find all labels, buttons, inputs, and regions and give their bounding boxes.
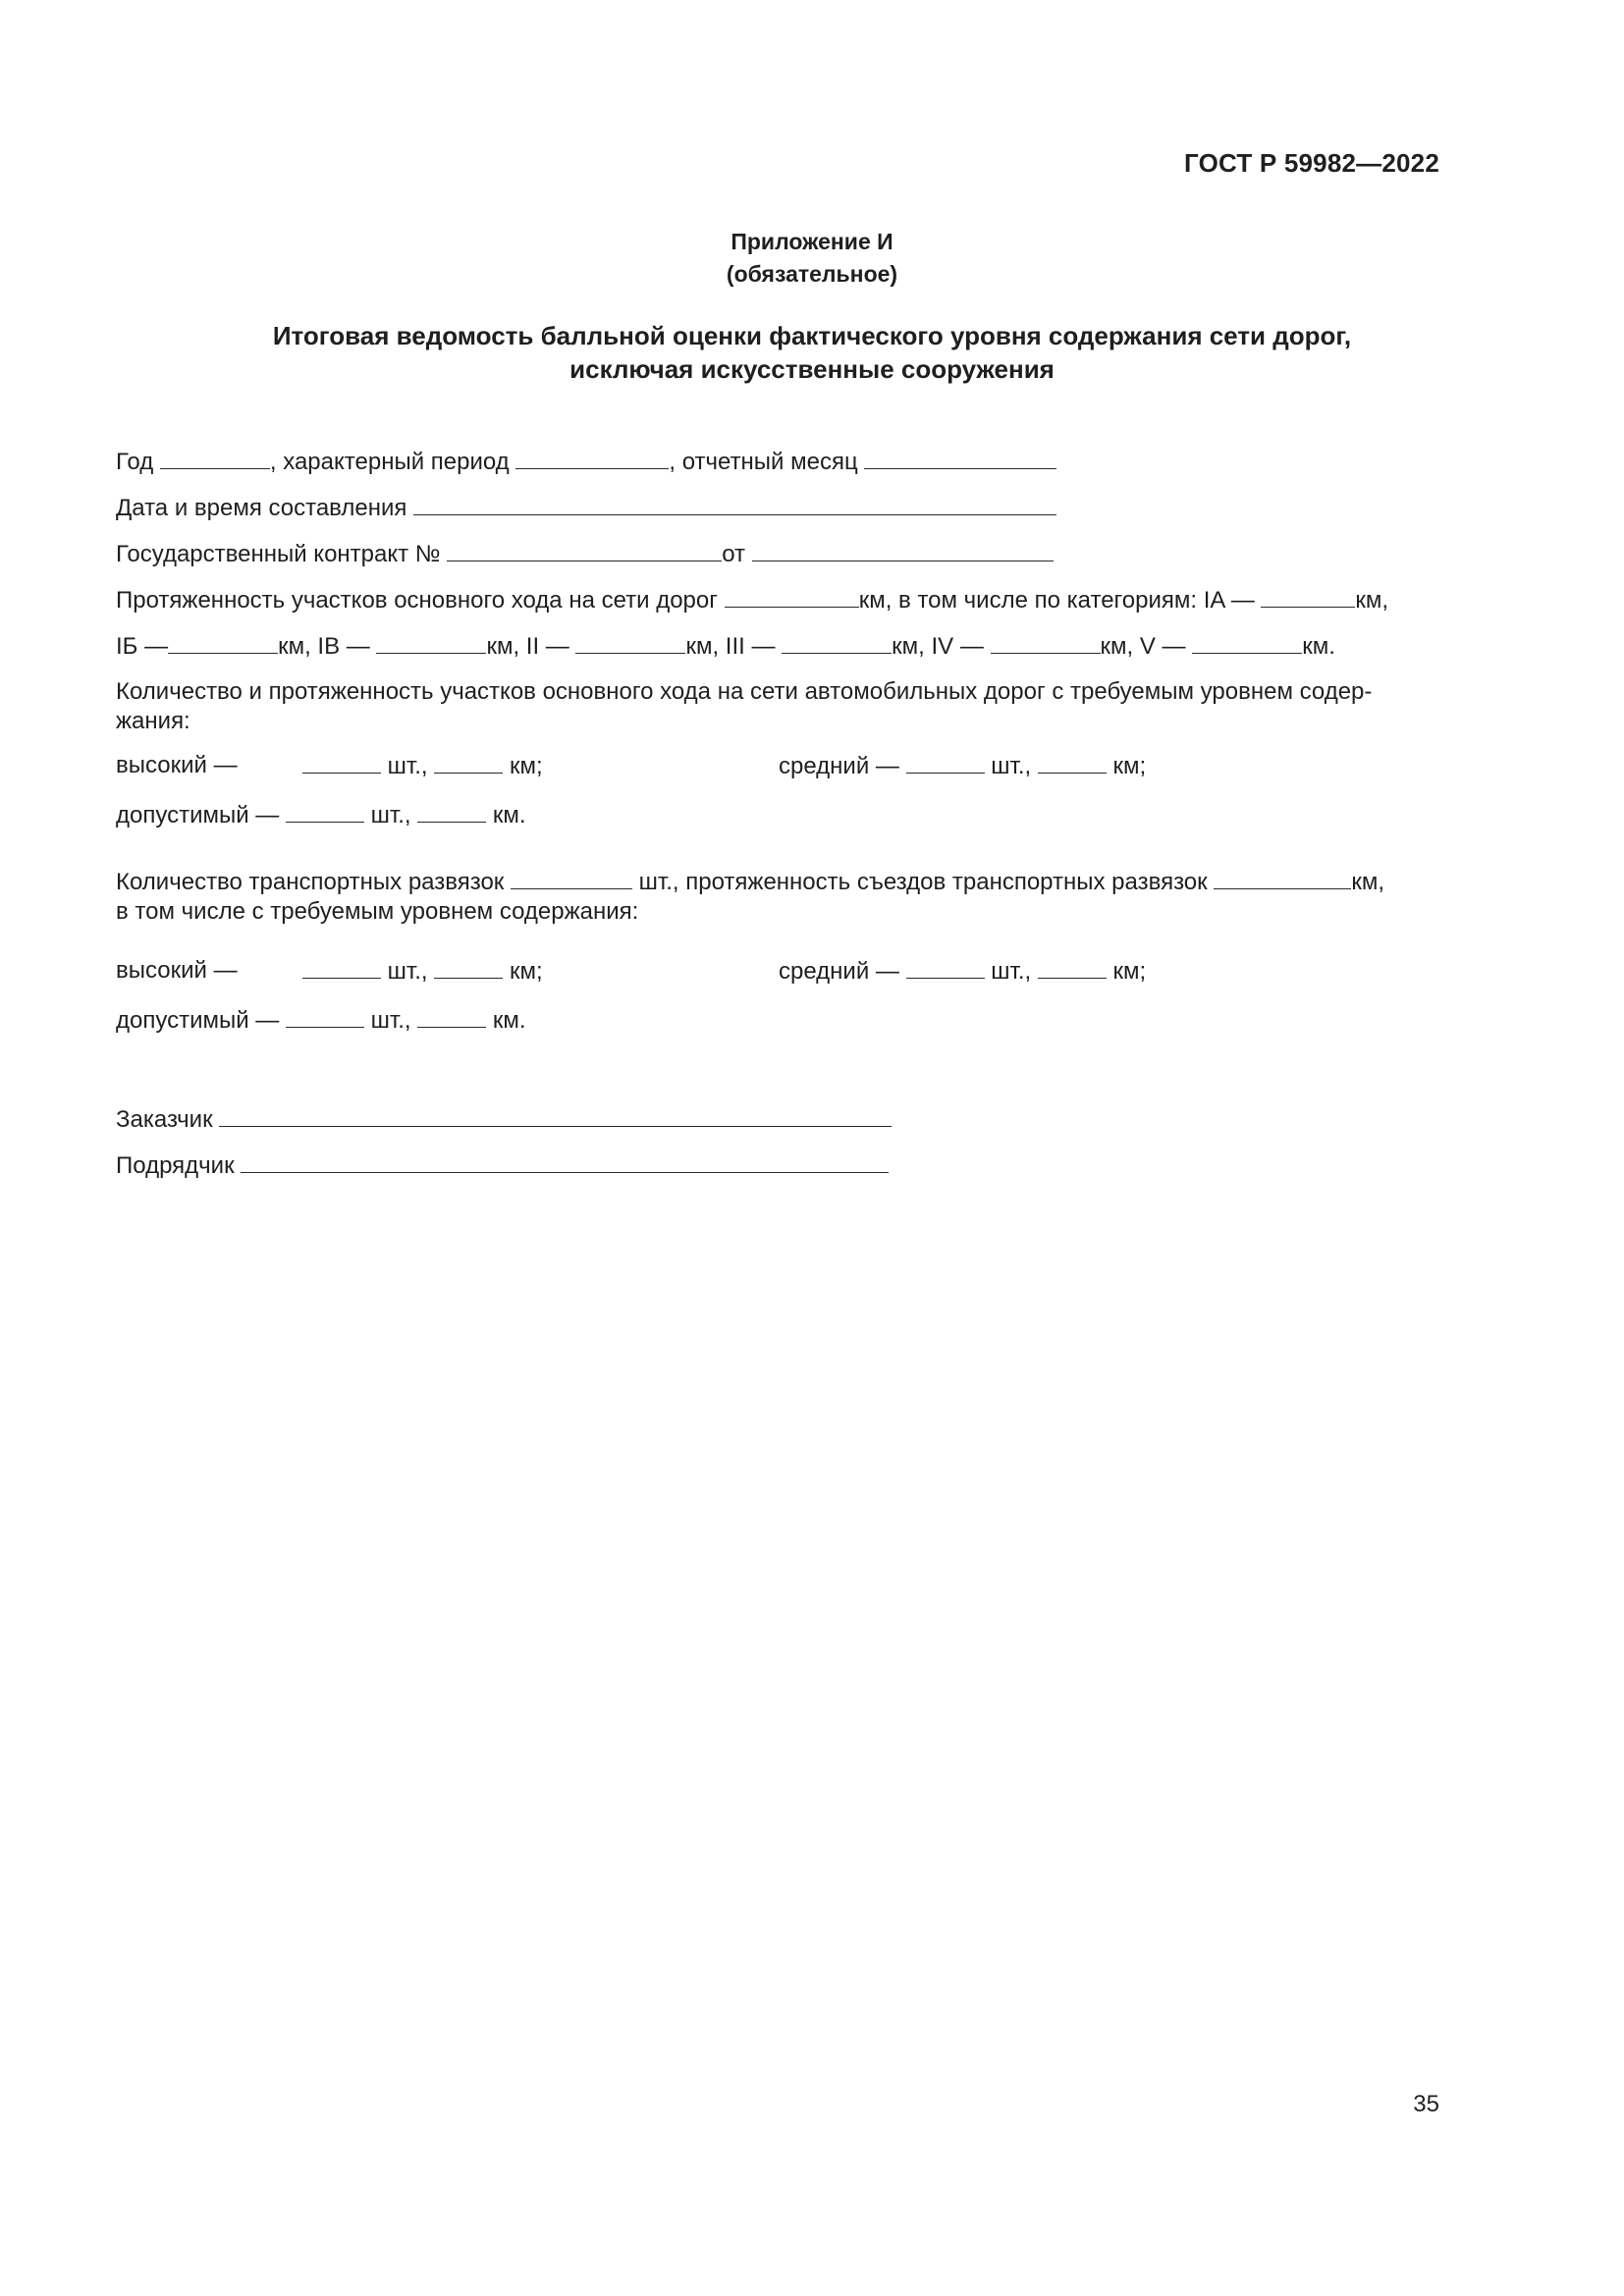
length-field[interactable] [725, 585, 859, 608]
date-line [116, 493, 1056, 523]
document-code: ГОСТ Р 59982—2022 [1184, 148, 1439, 178]
length-label: Протяженность участков основного хода на сети дорог [116, 587, 719, 614]
length-line [116, 585, 1388, 615]
interchanges-acceptable [116, 1005, 526, 1036]
interchanges-high-km: км; [509, 958, 543, 985]
contract-number-field[interactable] [447, 539, 722, 561]
categories-line [116, 631, 1335, 662]
interchanges-high-pcs: шт., [387, 958, 428, 985]
interchanges-acceptable-km: км. [492, 1007, 526, 1034]
cat-ia-field[interactable] [1261, 585, 1355, 608]
interchanges-medium-count-field[interactable] [906, 956, 985, 979]
annex-heading [0, 226, 1624, 291]
contract-from-label: от [722, 541, 746, 567]
period-label: , характерный период [269, 449, 510, 475]
cat-iv-roman-label: км, IV — [892, 633, 984, 660]
annex-status: (обязательное) [726, 261, 898, 287]
cat-ia-unit: км, [1355, 587, 1389, 614]
interchanges-count-field[interactable] [511, 867, 632, 889]
interchanges-acceptable-count-field[interactable] [286, 1005, 364, 1028]
roads-medium-km: км; [1112, 753, 1147, 779]
cat-v-field[interactable] [1192, 631, 1302, 654]
cat-v-label: км, V — [1100, 633, 1186, 660]
length-cats-label: км, в том числе по категориям: IA — [858, 587, 1255, 614]
roads-high-km: км; [509, 753, 543, 779]
roads-medium-pcs: шт., [991, 753, 1032, 779]
roads-acceptable-km: км. [492, 802, 526, 828]
customer-label: Заказчик [116, 1106, 213, 1133]
date-label: Дата и время составления [116, 495, 407, 521]
roads-medium-count-field[interactable] [906, 751, 985, 774]
page-number: 35 [1413, 2091, 1439, 2117]
period-field[interactable] [515, 447, 669, 469]
roads-high-label: высокий — [116, 752, 238, 778]
form-title [147, 319, 1477, 386]
form-title-line-1: Итоговая ведомость балльной оценки фактического уровня содержания сети дорог, [272, 321, 1352, 350]
interchanges-high-km-field[interactable] [434, 956, 503, 979]
interchanges-high-values [302, 956, 543, 987]
interchanges-acceptable-label: допустимый — [116, 1007, 280, 1034]
annex-label: Приложение И [731, 229, 893, 254]
roads-acceptable-label: допустимый — [116, 802, 280, 828]
cat-iii-label: км, III — [685, 633, 776, 660]
cat-iv-label: км, IВ — [278, 633, 370, 660]
cat-ib-field[interactable] [168, 631, 278, 654]
interchanges-length-field[interactable] [1214, 867, 1351, 889]
interchanges-medium-km-field[interactable] [1038, 956, 1107, 979]
contract-date-field[interactable] [752, 539, 1054, 561]
interchanges-km: км, [1351, 869, 1384, 895]
cat-ii-label: км, II — [486, 633, 569, 660]
customer-signature-field[interactable] [219, 1104, 892, 1127]
roads-high-pcs: шт., [387, 753, 428, 779]
interchanges-medium-km: км; [1112, 958, 1147, 985]
interchanges-levels-label: в том числе с требуемым уровнем содержания: [116, 898, 639, 925]
cat-iv-field[interactable] [376, 631, 486, 654]
roads-acceptable-km-field[interactable] [417, 800, 486, 823]
cat-ii-field[interactable] [575, 631, 685, 654]
roads-acceptable [116, 800, 526, 830]
contractor-line [116, 1150, 889, 1181]
month-field[interactable] [864, 447, 1056, 469]
cat-iii-field[interactable] [782, 631, 892, 654]
roads-high-km-field[interactable] [434, 751, 503, 774]
roads-high-values [302, 751, 543, 781]
year-field[interactable] [160, 447, 270, 469]
interchanges-high-label: высокий — [116, 957, 238, 984]
interchanges-medium-label: средний — [779, 958, 899, 985]
interchanges-medium-pcs: шт., [991, 958, 1032, 985]
cat-iv-roman-field[interactable] [991, 631, 1101, 654]
interchanges-medium [779, 956, 1146, 987]
year-label: Год [116, 449, 154, 475]
customer-line [116, 1104, 892, 1135]
interchanges-length-label: шт., протяженность съездов транспортных развязок [638, 869, 1208, 895]
roads-medium [779, 751, 1146, 781]
cat-v-unit: км. [1302, 633, 1335, 660]
cat-ib-label: IБ — [116, 633, 169, 660]
contract-line [116, 539, 1054, 569]
roads-medium-label: средний — [779, 753, 899, 779]
interchanges-acceptable-pcs: шт., [370, 1007, 411, 1034]
contract-label: Государственный контракт № [116, 541, 441, 567]
roads-paragraph: Количество и протяженность участков основного хода на сети автомобильных дорог с требуемым уровнем содер-жания: [116, 678, 1373, 734]
year-period-line [116, 447, 1056, 477]
contractor-label: Подрядчик [116, 1152, 235, 1179]
roads-acceptable-pcs: шт., [370, 802, 411, 828]
interchanges-acceptable-km-field[interactable] [417, 1005, 486, 1028]
roads-acceptable-count-field[interactable] [286, 800, 364, 823]
interchanges-count-label: Количество транспортных развязок [116, 869, 505, 895]
roads-high-count-field[interactable] [302, 751, 381, 774]
date-field[interactable] [413, 493, 1056, 515]
roads-medium-km-field[interactable] [1038, 751, 1107, 774]
month-label: , отчетный месяц [669, 449, 858, 475]
form-title-line-2: исключая искусственные сооружения [569, 354, 1055, 384]
contractor-signature-field[interactable] [241, 1150, 889, 1173]
interchanges-high-count-field[interactable] [302, 956, 381, 979]
interchanges-paragraph [116, 867, 1441, 927]
